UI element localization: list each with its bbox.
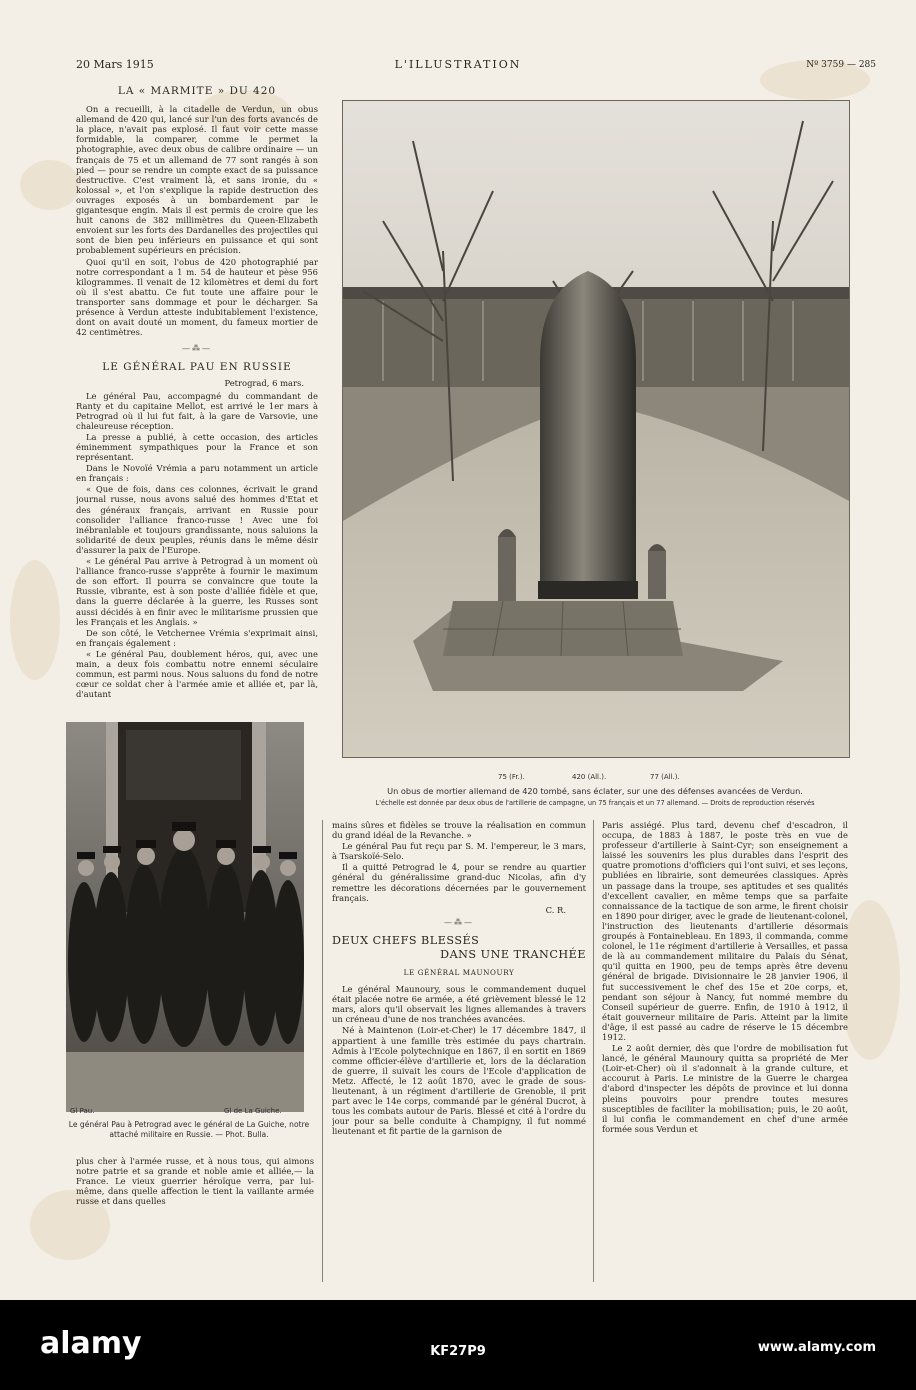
watermark-image-id: KF27P9 [430,1344,486,1359]
chefs-paragraph: Le général Maunoury, sous le commandement duquel était placée notre 6e armée, a été grièvement blessé le 12 mars, alors qu'il observait les lignes allemandes à travers un créneau d'une de nos tranchées avancées. [332,984,586,1025]
ornament-divider: —⁂— [444,917,474,927]
watermark-url: www.alamy.com [757,1340,876,1355]
photo-general-pau-image [66,722,304,1112]
pau-paragraph: De son côté, le Vetchernee Vrémia s'exprimait ainsi, en français également : [76,627,318,648]
pau-paragraph: Le général Pau fut reçu par S. M. l'empereur, le 3 mars, à Tsarskoïé-Selo. [332,841,586,862]
journal-name: L'ILLUSTRATION [394,58,522,71]
pau-title: LE GÉNÉRAL PAU EN RUSSIE [102,361,292,374]
chefs-title-line2: DANS UNE TRANCHÉE [440,947,586,961]
pau-paragraph: La presse a publié, à cette occasion, des articles éminemment sympathiques pour la France et son représentant. [76,431,318,463]
pau-paragraph: Le général Pau, accompagné du commandant de Ranty et du capitaine Mellot, est arrivé le 1er mars à Petrograd où il lui fut fait, à la gare de Varsovie, une chaleureuse réception. [76,390,318,431]
chefs-paragraph: Le 2 août dernier, dès que l'ordre de mobilisation fut lancé, le général Maunoury quitta sa propriété de Mer (Loir-et-Cher) où il s'adonnait à la grande culture, et accourut à Paris. Le ministre de la Guerre le chargea d'abord d'inspecter les dépôts de province et lui donna pleins pouvoirs pour prendre toutes mesures susceptibles de faciliter la mobilisation; puis, le 20 août, il lui confia le commandement en chef d'une armée formée sous Verdun et [602,1043,848,1134]
pau-continuation-text: plus cher à l'armée russe, et à nous tous, qui aimons notre patrie et sa grande et noble amie et alliée,— la France. Le vieux guerrier héroïque verra, par lui-même, dans quelle affection le tient la vaillante armée russe et dans quelles [76,1156,314,1207]
photo-shell-caption: Un obus de mortier allemand de 420 tombé, sans éclater, sur une des défenses avancées de Verdun. [387,786,803,796]
photo-420-shell-image [343,101,849,757]
label-general-la-guiche: Gl de La Guiche. [224,1107,282,1115]
pau-paragraph: « Le général Pau, doublement héros, qui, avec une main, a deux fois combattu notre ennemi séculaire commun, est parmi nous. Nous saluons du fond de notre cœur ce soldat cher à l'armée amie et alliée et, par là, d'autant [76,648,318,700]
pau-dateline: Petrograd, 6 mars. [224,378,304,389]
marmite-paragraph: Quoi qu'il en soit, l'obus de 420 photographié par notre correspondant a 1 m. 54 de hauteur et pèse 956 kilogrammes. Il venait de 12 kilomètres et demi du fort où il s'est abattu. Ce fut toute une affaire pour le transporter sans dommage et pour le décharger. Sa présence à Verdun atteste indubitablement l'existence, dont on avait douté un moment, du fameux mortier de 42 centimètres. [76,256,318,338]
marmite-paragraph: On a recueilli, à la citadelle de Verdun, un obus allemand de 420 qui, lancé sur l'un des forts avancés de la place, n'avait pas explosé. Il faut voir cette masse formidable, la comparer, comme le permet la photographie, avec deux obus de calibre ordinaire — un français de 75 et un allemand de 77 sont rangés à son pied — pour se rendre un compte exact de sa puissance destructive. C'est vraiment là, et sans ironie, du « kolossal », et l'on s'explique la rapide destruction des ouvrages exposés à un bombardement par le gigantesque engin. Mais il est permis de croire que les huit canons de 382 millimètres du Queen-Elizabeth envoient sur les forts des Dardanelles des projectiles qui sont de bien peu inférieurs en puissance et qui sont probablement supérieurs en précision. [76,104,318,256]
chefs-paragraph: Né à Maintenon (Loir-et-Cher) le 17 décembre 1847, il appartient à une famille très estimée du pays chartrain. Admis à l'Ecole polytechnique en 1867, il en sortit en 1869 comme officier-élève d'artillerie et, lors de la déclaration de guerre, il suivait les cours de l'Ecole d'application de Metz. Affecté, le 12 août 1870, avec le grade de sous-lieutenant, à un régiment d'artillerie de Grenoble, il prit part avec le 14e corps, commandé par le général Ducrot, à tous les combats autour de Paris. Blessé et cité à l'ordre du jour pour sa belle conduite à Champigny, il fut nommé lieutenant et fit partie de la garnison de [332,1025,586,1137]
middle-column [332,820,586,1290]
paper-stain [840,900,900,1060]
pau-paragraph: « Le général Pau arrive à Petrograd à un moment où l'alliance franco-russe s'apprête à fournir le maximum de son effort. Il pourra se convaincre que toute la Russie, vibrante, est à son poste d'alliée fidèle et que, dans la guerre déclarée à la guerre, les Russes sont aussi décidés à en finir avec le militarisme prussien que les Français et les Anglais. » [76,556,318,627]
right-column [602,820,848,1290]
ornament-divider: —⁂— [182,344,212,354]
chefs-title-line1: DEUX CHEFS BLESSÉS [332,933,480,947]
column-rule [593,820,594,1282]
watermark-logo: alamy [40,1326,142,1361]
marmite-title: LA « MARMITE » DU 420 [117,85,277,97]
pau-paragraph: Il a quitté Petrograd le 4, pour se rendre au quartier général du généralissime grand-duc Nicolas, afin d'y remettre les décorations décernées par le gouvernement français. [332,862,586,903]
pau-paragraph: mains sûres et fidèles se trouve la réalisation en commun du grand idéal de la Revanche. » [332,820,586,841]
pau-paragraph: « Que de fois, dans ces colonnes, écrivait le grand journal russe, nous avons salué des hommes d'Etat et des généraux français, arrivant en Russie pour consolider l'alliance franco-russe ! Avec une foi inébranlable et toujours grandissante, nous saluions la solidarité de deux peuples, réunis dans le même désir d'assurer la paix de l'Europe. [76,484,318,555]
paper-stain [20,160,80,210]
issue-number: Nº 3759 — 285 [806,60,876,70]
photo-420-shell [342,100,850,758]
pau-paragraph: Dans le Novoïé Vrémia a paru notamment un article en français : [76,463,318,484]
photo-general-pau [66,722,304,1112]
chefs-paragraph: Paris assiégé. Plus tard, devenu chef d'escadron, il occupa, de 1883 à 1887, le poste très en vue de professeur d'artillerie à Saint-Cyr; son enseignement a laissé les souvenirs les plus durables dans l'esprit des quatre promotions d'officiers qui l'ont suivi, et ses leçons, publiées en librairie, sont demeurées classiques. Après un passage dans la troupe, ses aptitudes et ses qualités d'excellent cavalier, en même temps que sa parfaite connaissance de la tactique de son arme, le firent choisir en 1890 pour diriger, avec le grade de lieutenant-colonel, l'instruction des lieutenants d'artillerie désormais groupés à Fontainebleau. En 1893, il commanda, comme colonel, le 11e régiment d'artillerie à Versailles, et passa de là au commandement militaire du Palais du Sénat, qu'il quitta en 1900, peu de temps après être devenu général de brigade. Divisionnaire le 28 janvier 1906, il fut successivement le chef des 15e et 20e corps, et, pendant son séjour à Nancy, fut nommé membre du Conseil supérieur de guerre. Enfin, de 1910 à 1912, il était gouverneur militaire de Paris. Atteint par la limite d'âge, il est passé au cadre de réserve le 15 décembre 1912. [602,820,848,1042]
label-75: 75 (Fr.). [498,773,525,781]
label-general-pau: Gl Pau. [70,1107,95,1115]
photo-pau-caption: Le général Pau à Petrograd avec le général de La Guiche, notre attaché militaire en Russie. — Phot. Bulla. [68,1120,310,1139]
signature: C. R. [545,904,566,915]
issue-date: 20 Mars 1915 [76,58,154,71]
column-rule [322,820,323,1282]
pau-continuation [76,1156,314,1207]
paper-stain [10,560,60,680]
chefs-subtitle: LE GÉNÉRAL MAUNOURY [403,967,515,977]
photo-shell-subcaption: L'échelle est donnée par deux obus de l'artillerie de campagne, un 75 français et un 77 allemand. — Droits de reproduction réservés [375,799,815,807]
left-column [76,84,318,722]
label-420: 420 (All.). [572,773,607,781]
label-77: 77 (All.). [650,773,680,781]
